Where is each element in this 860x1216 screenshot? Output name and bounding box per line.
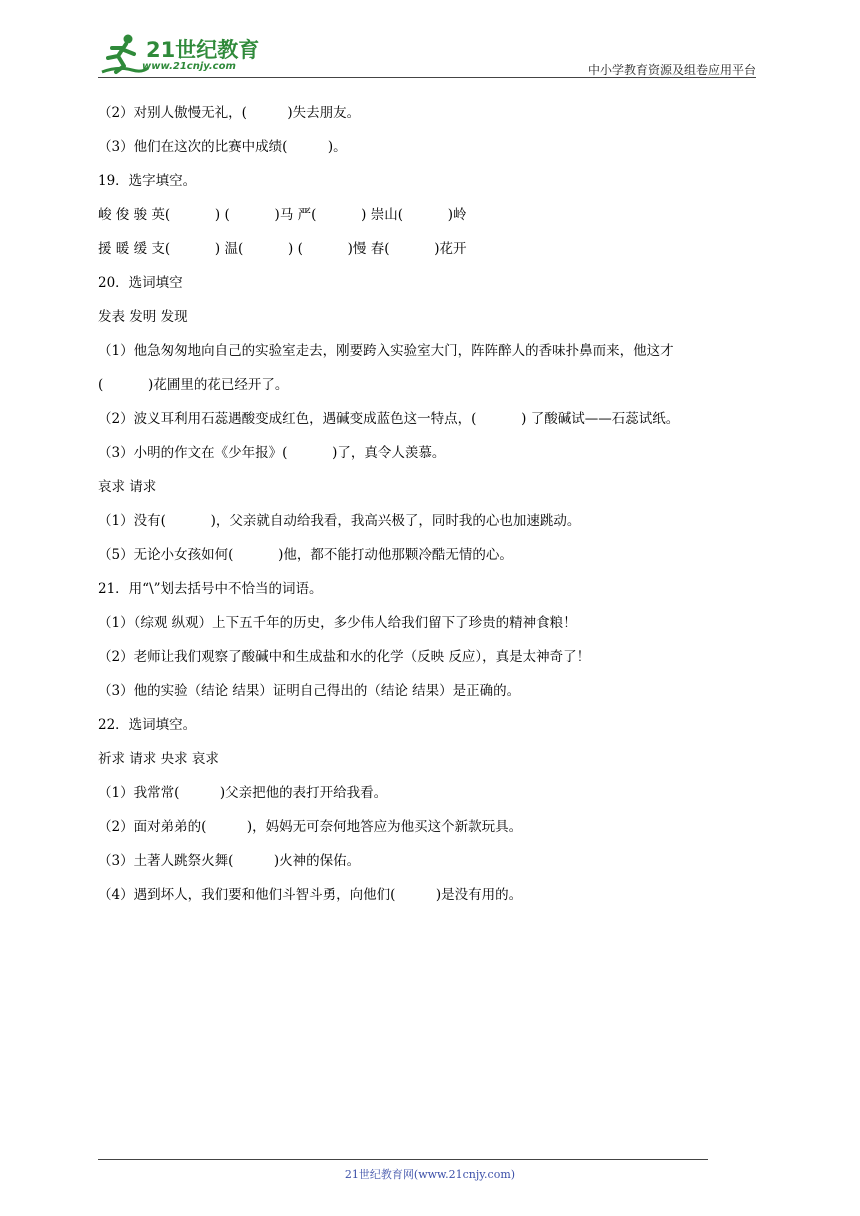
question-heading: 21．用“\”划去括号中不恰当的词语。 [98,581,323,597]
footer-divider [98,1159,708,1160]
question-line: （2）面对弟弟的( )，妈妈无可奈何地答应为他买这个新款玩具。 [98,819,523,835]
question-line: （2）波义耳利用石蕊遇酸变成红色，遇碱变成蓝色这一特点，( ) 了酸碱试——石蕊试纸。 [98,411,680,427]
logo-title: 21世纪教育 [146,38,260,62]
question-line: （2）对别人傲慢无礼，( )失去朋友。 [98,105,361,121]
question-line: （1）（综观 纵观）上下五千年的历史，多少伟人给我们留下了珍贵的精神食粮！ [98,615,577,631]
footer-text: 21世纪教育网(www.21cnjy.com) [344,1168,516,1181]
question-heading: 19．选字填空。 [98,173,197,189]
question-line: （1）我常常( )父亲把他的表打开给我看。 [98,785,388,801]
logo-url: www.21cnjy.com [142,61,236,72]
question-line: （3）土著人跳祭火舞( )火神的保佑。 [98,853,361,869]
question-line: （3）他们在这次的比赛中成绩( )。 [98,139,347,155]
question-line: （4）遇到坏人，我们要和他们斗智斗勇，向他们( )是没有用的。 [98,887,523,903]
question-line: （1）他急匆匆地向自己的实验室走去，刚要跨入实验室大门，阵阵醉人的香味扑鼻而来，他这才 [98,343,674,359]
question-line: （2）老师让我们观察了酸碱中和生成盐和水的化学（反映 反应），真是太神奇了！ [98,649,591,665]
question-line: （3）他的实验（结论 结果）证明自己得出的（结论 结果）是正确的。 [98,683,521,699]
question-heading: 20．选词填空 [98,275,183,291]
question-line: 援 暖 缓 支( ) 温( ) ( )慢 春( )花开 [98,241,467,257]
word-bank: 祈求 请求 央求 哀求 [98,751,219,767]
page-header [98,30,756,78]
platform-label: 中小学教育资源及组卷应用平台 [587,63,756,77]
word-bank: 发表 发明 发现 [98,309,188,325]
question-line: 峻 俊 骏 英( ) ( )马 严( ) 崇山( )岭 [98,207,467,223]
question-line: ( )花圃里的花已经开了。 [98,377,289,393]
header-divider [98,77,756,78]
question-heading: 22．选词填空。 [98,717,197,733]
question-line: （5）无论小女孩如何( )他，都不能打动他那颗冷酷无情的心。 [98,547,513,563]
question-line: （1）没有( )，父亲就自动给我看，我高兴极了，同时我的心也加速跳动。 [98,513,581,529]
question-line: （3）小明的作文在《少年报》( )了，真令人羡慕。 [98,445,446,461]
word-bank: 哀求 请求 [98,479,157,495]
logo [98,30,268,78]
